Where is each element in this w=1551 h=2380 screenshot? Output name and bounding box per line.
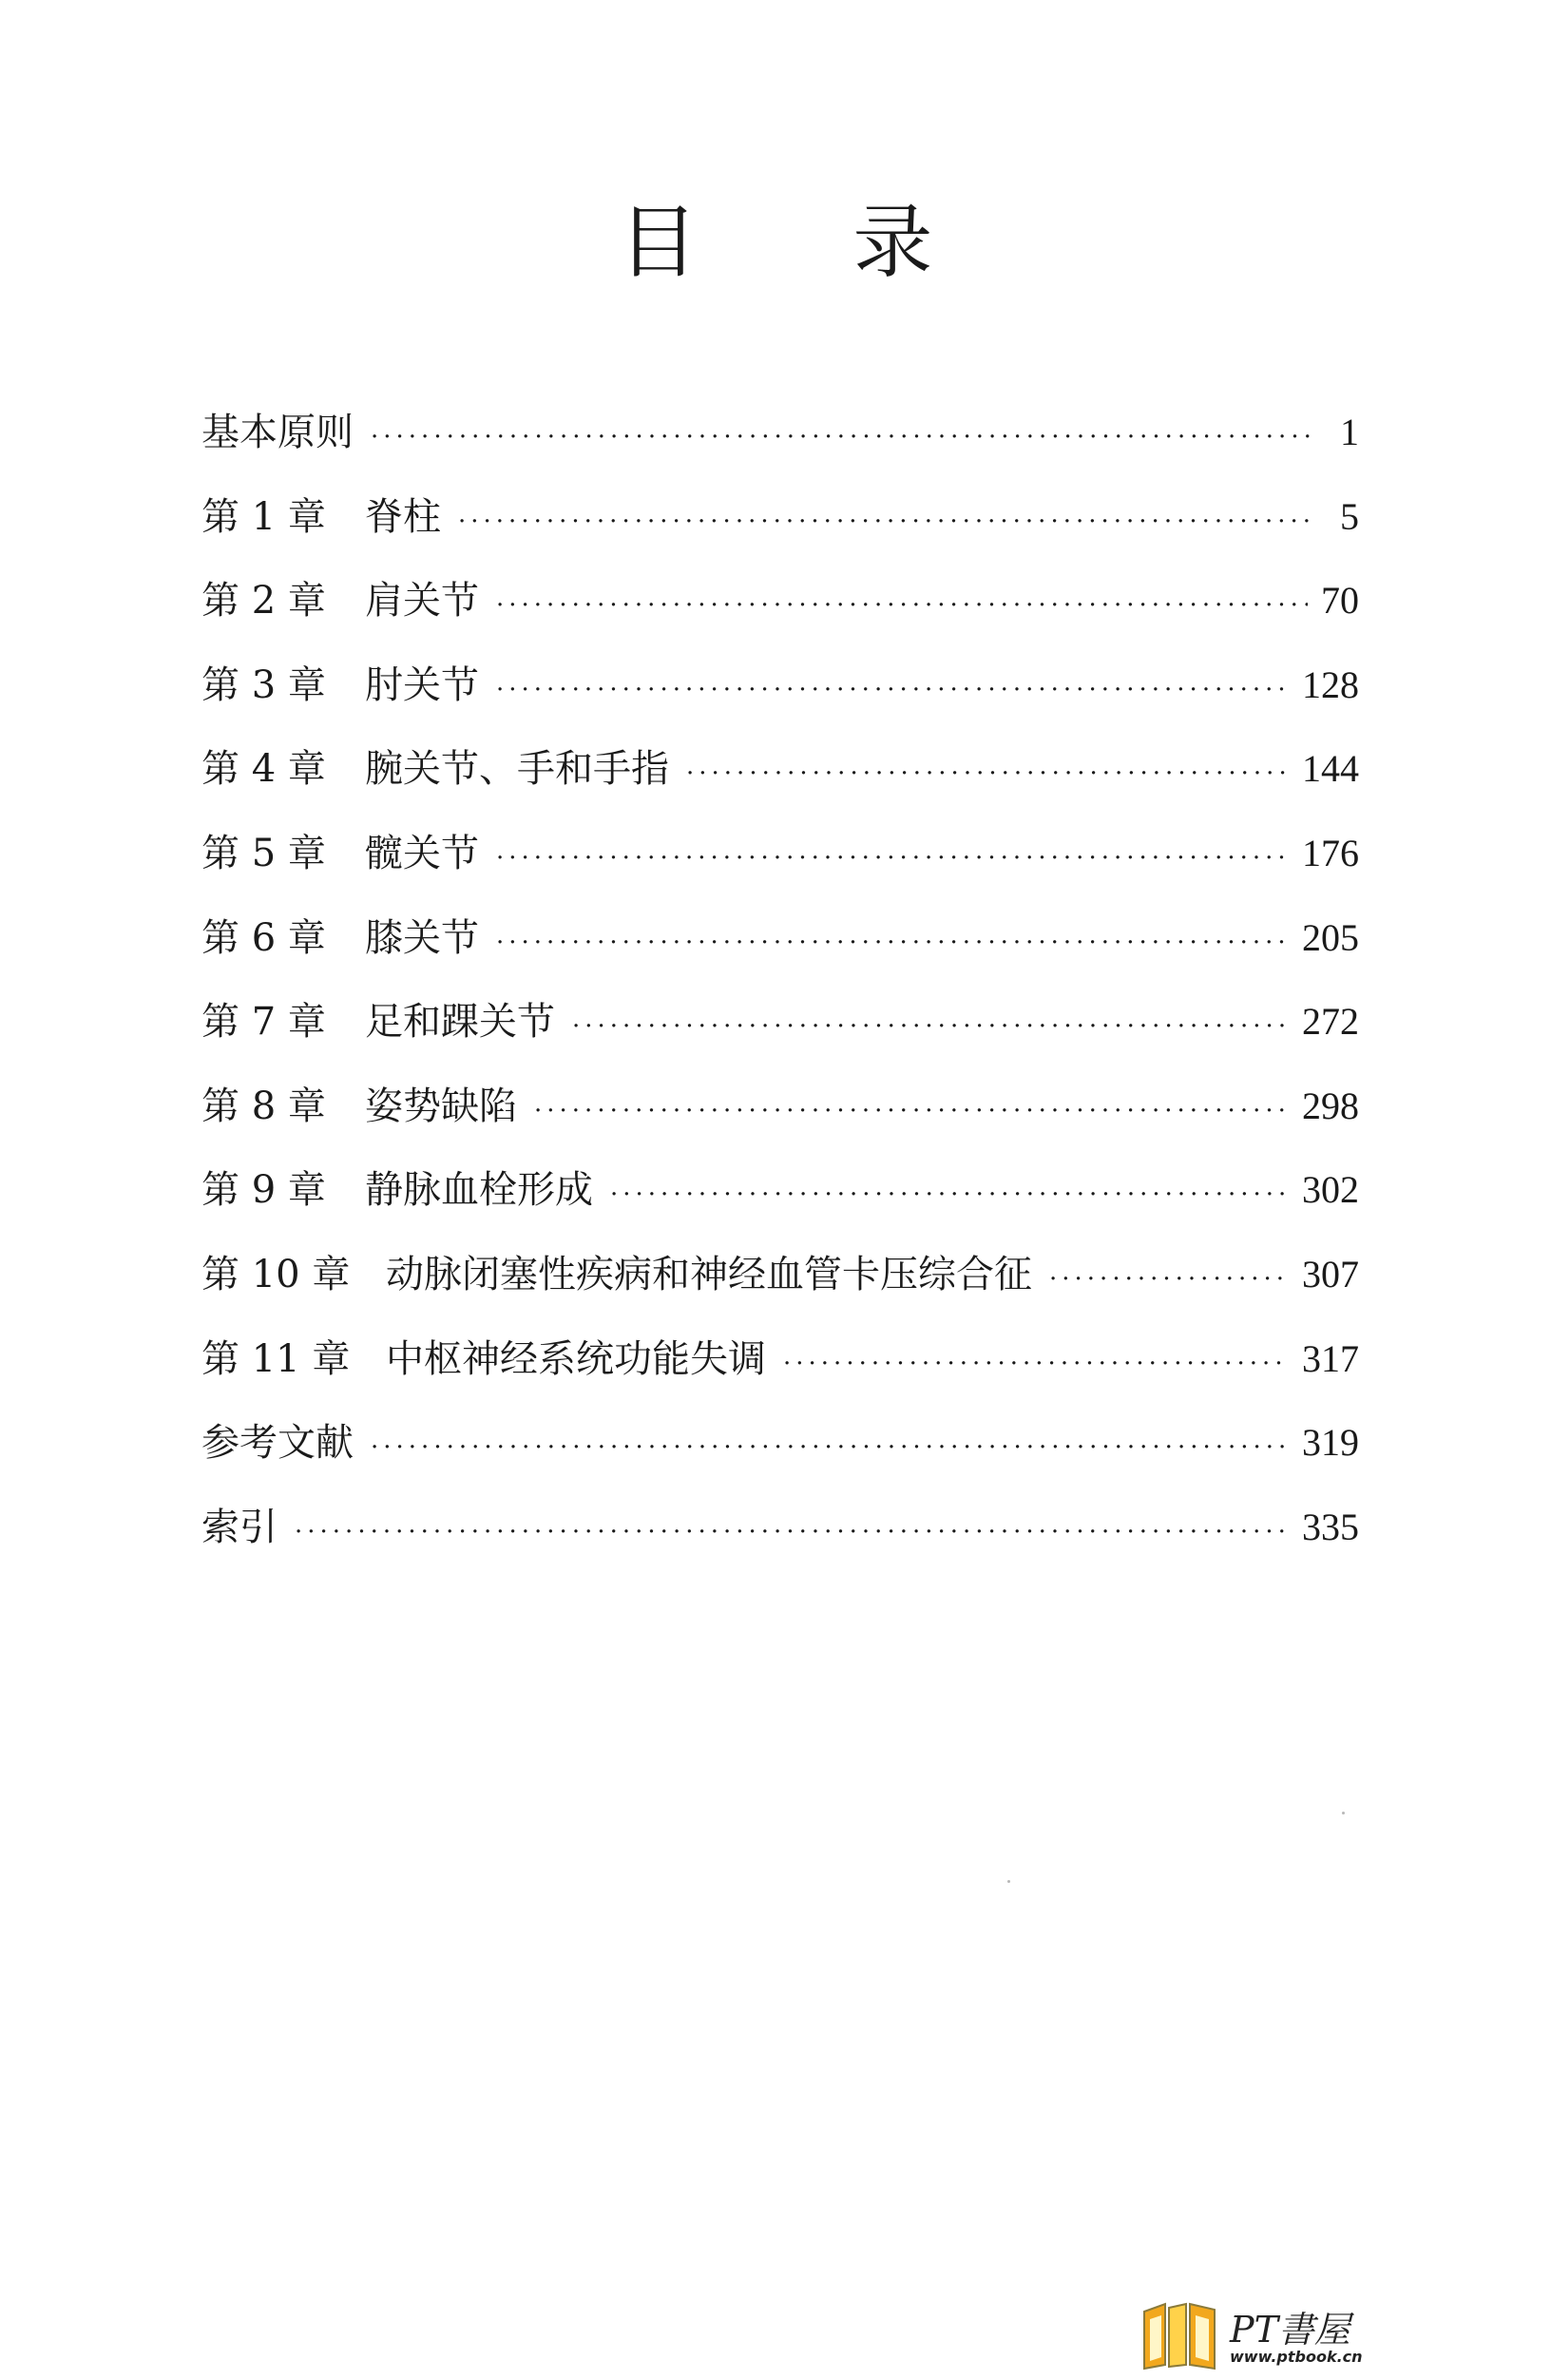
dot-leader [686,745,1289,802]
toc-page-number: 70 [1321,579,1359,623]
toc-entry-title: 脊柱 [365,494,441,539]
toc-entry-chapter-10[interactable] [201,1246,1359,1331]
toc-entry-chapter-7[interactable] [201,993,1359,1078]
chapter-number: 第 7 章 [201,1000,326,1045]
toc-page-number: 317 [1302,1336,1359,1380]
toc-page-number: 5 [1340,494,1359,538]
dot-leader [496,577,1308,634]
chapter-number: 第 5 章 [201,831,326,875]
dot-leader [496,830,1289,887]
chapter-number: 第 3 章 [201,662,326,707]
toc-page-number: 298 [1302,1084,1359,1127]
dot-leader [371,409,1317,466]
toc-entry-title: 腕关节、手和手指 [365,747,669,792]
toc-entry-chapter-3[interactable] [201,657,1359,741]
toc-page-number: 1 [1340,411,1359,453]
dot-leader [783,1335,1289,1392]
page-title: 目 录 [618,196,998,289]
dot-leader [1049,1251,1289,1308]
watermark-logo [1137,2298,1422,2370]
chapter-number: 第 11 章 [201,1336,351,1381]
toc-entry-chapter-4[interactable] [201,740,1359,825]
toc-entry-chapter-1[interactable] [201,489,1359,573]
toc-entry-chapter-11[interactable] [201,1331,1359,1415]
toc-page-number: 335 [1302,1505,1359,1548]
toc-entry-title: 肩关节 [365,579,479,624]
toc-page-number: 128 [1302,662,1359,706]
toc-page-number: 144 [1302,747,1359,791]
dot-leader [371,1419,1289,1476]
toc-entry-title: 索引 [201,1505,278,1549]
toc-entry-title: 膝关节 [365,915,479,960]
scan-speck [1007,1880,1010,1883]
toc-entry-title: 髋关节 [365,831,479,875]
book-logo-icon [1137,2298,1222,2370]
chapter-number: 第 1 章 [201,494,326,539]
watermark-url: www.ptbook.cn [1230,2348,1363,2366]
chapter-number: 第 9 章 [201,1168,326,1213]
scan-speck [1342,1812,1345,1814]
toc-entry-chapter-6[interactable] [201,910,1359,994]
dot-leader [496,662,1289,719]
watermark-name: PT書屋 [1230,2309,1350,2351]
toc-entry-title: 基本原则 [201,411,354,454]
toc-entry-title: 肘关节 [365,662,479,707]
chapter-number: 第 4 章 [201,747,326,792]
table-of-contents [201,404,1359,1583]
toc-entry-chapter-8[interactable] [201,1078,1359,1162]
dot-leader [496,914,1289,971]
toc-entry-references[interactable] [201,1414,1359,1499]
dot-leader [610,1166,1289,1223]
dot-leader [458,493,1317,550]
dot-leader [295,1504,1289,1561]
toc-entry-title: 静脉血栓形成 [365,1168,593,1213]
toc-page-number: 302 [1302,1168,1359,1212]
toc-entry-title: 参考文献 [201,1421,354,1466]
toc-page-number: 307 [1302,1252,1359,1296]
chapter-number: 第 2 章 [201,579,326,624]
toc-page-number: 319 [1302,1421,1359,1465]
toc-entry-index[interactable] [201,1499,1359,1583]
toc-entry-title: 足和踝关节 [365,1000,555,1045]
toc-page-number: 272 [1302,1000,1359,1044]
toc-entry-chapter-9[interactable] [201,1161,1359,1246]
chapter-number: 第 8 章 [201,1084,326,1128]
toc-page-number: 176 [1302,831,1359,874]
toc-entry-title: 姿势缺陷 [365,1084,517,1128]
chapter-number: 第 6 章 [201,915,326,960]
toc-page-number: 205 [1302,915,1359,959]
toc-entry-chapter-5[interactable] [201,825,1359,910]
toc-entry-title: 动脉闭塞性疾病和神经血管卡压综合征 [386,1252,1032,1296]
toc-entry-chapter-2[interactable] [201,572,1359,657]
toc-entry-principles[interactable] [201,404,1359,489]
toc-entry-title: 中枢神经系统功能失调 [386,1336,766,1381]
dot-leader [534,1083,1289,1140]
dot-leader [572,998,1289,1055]
chapter-number: 第 10 章 [201,1252,351,1296]
